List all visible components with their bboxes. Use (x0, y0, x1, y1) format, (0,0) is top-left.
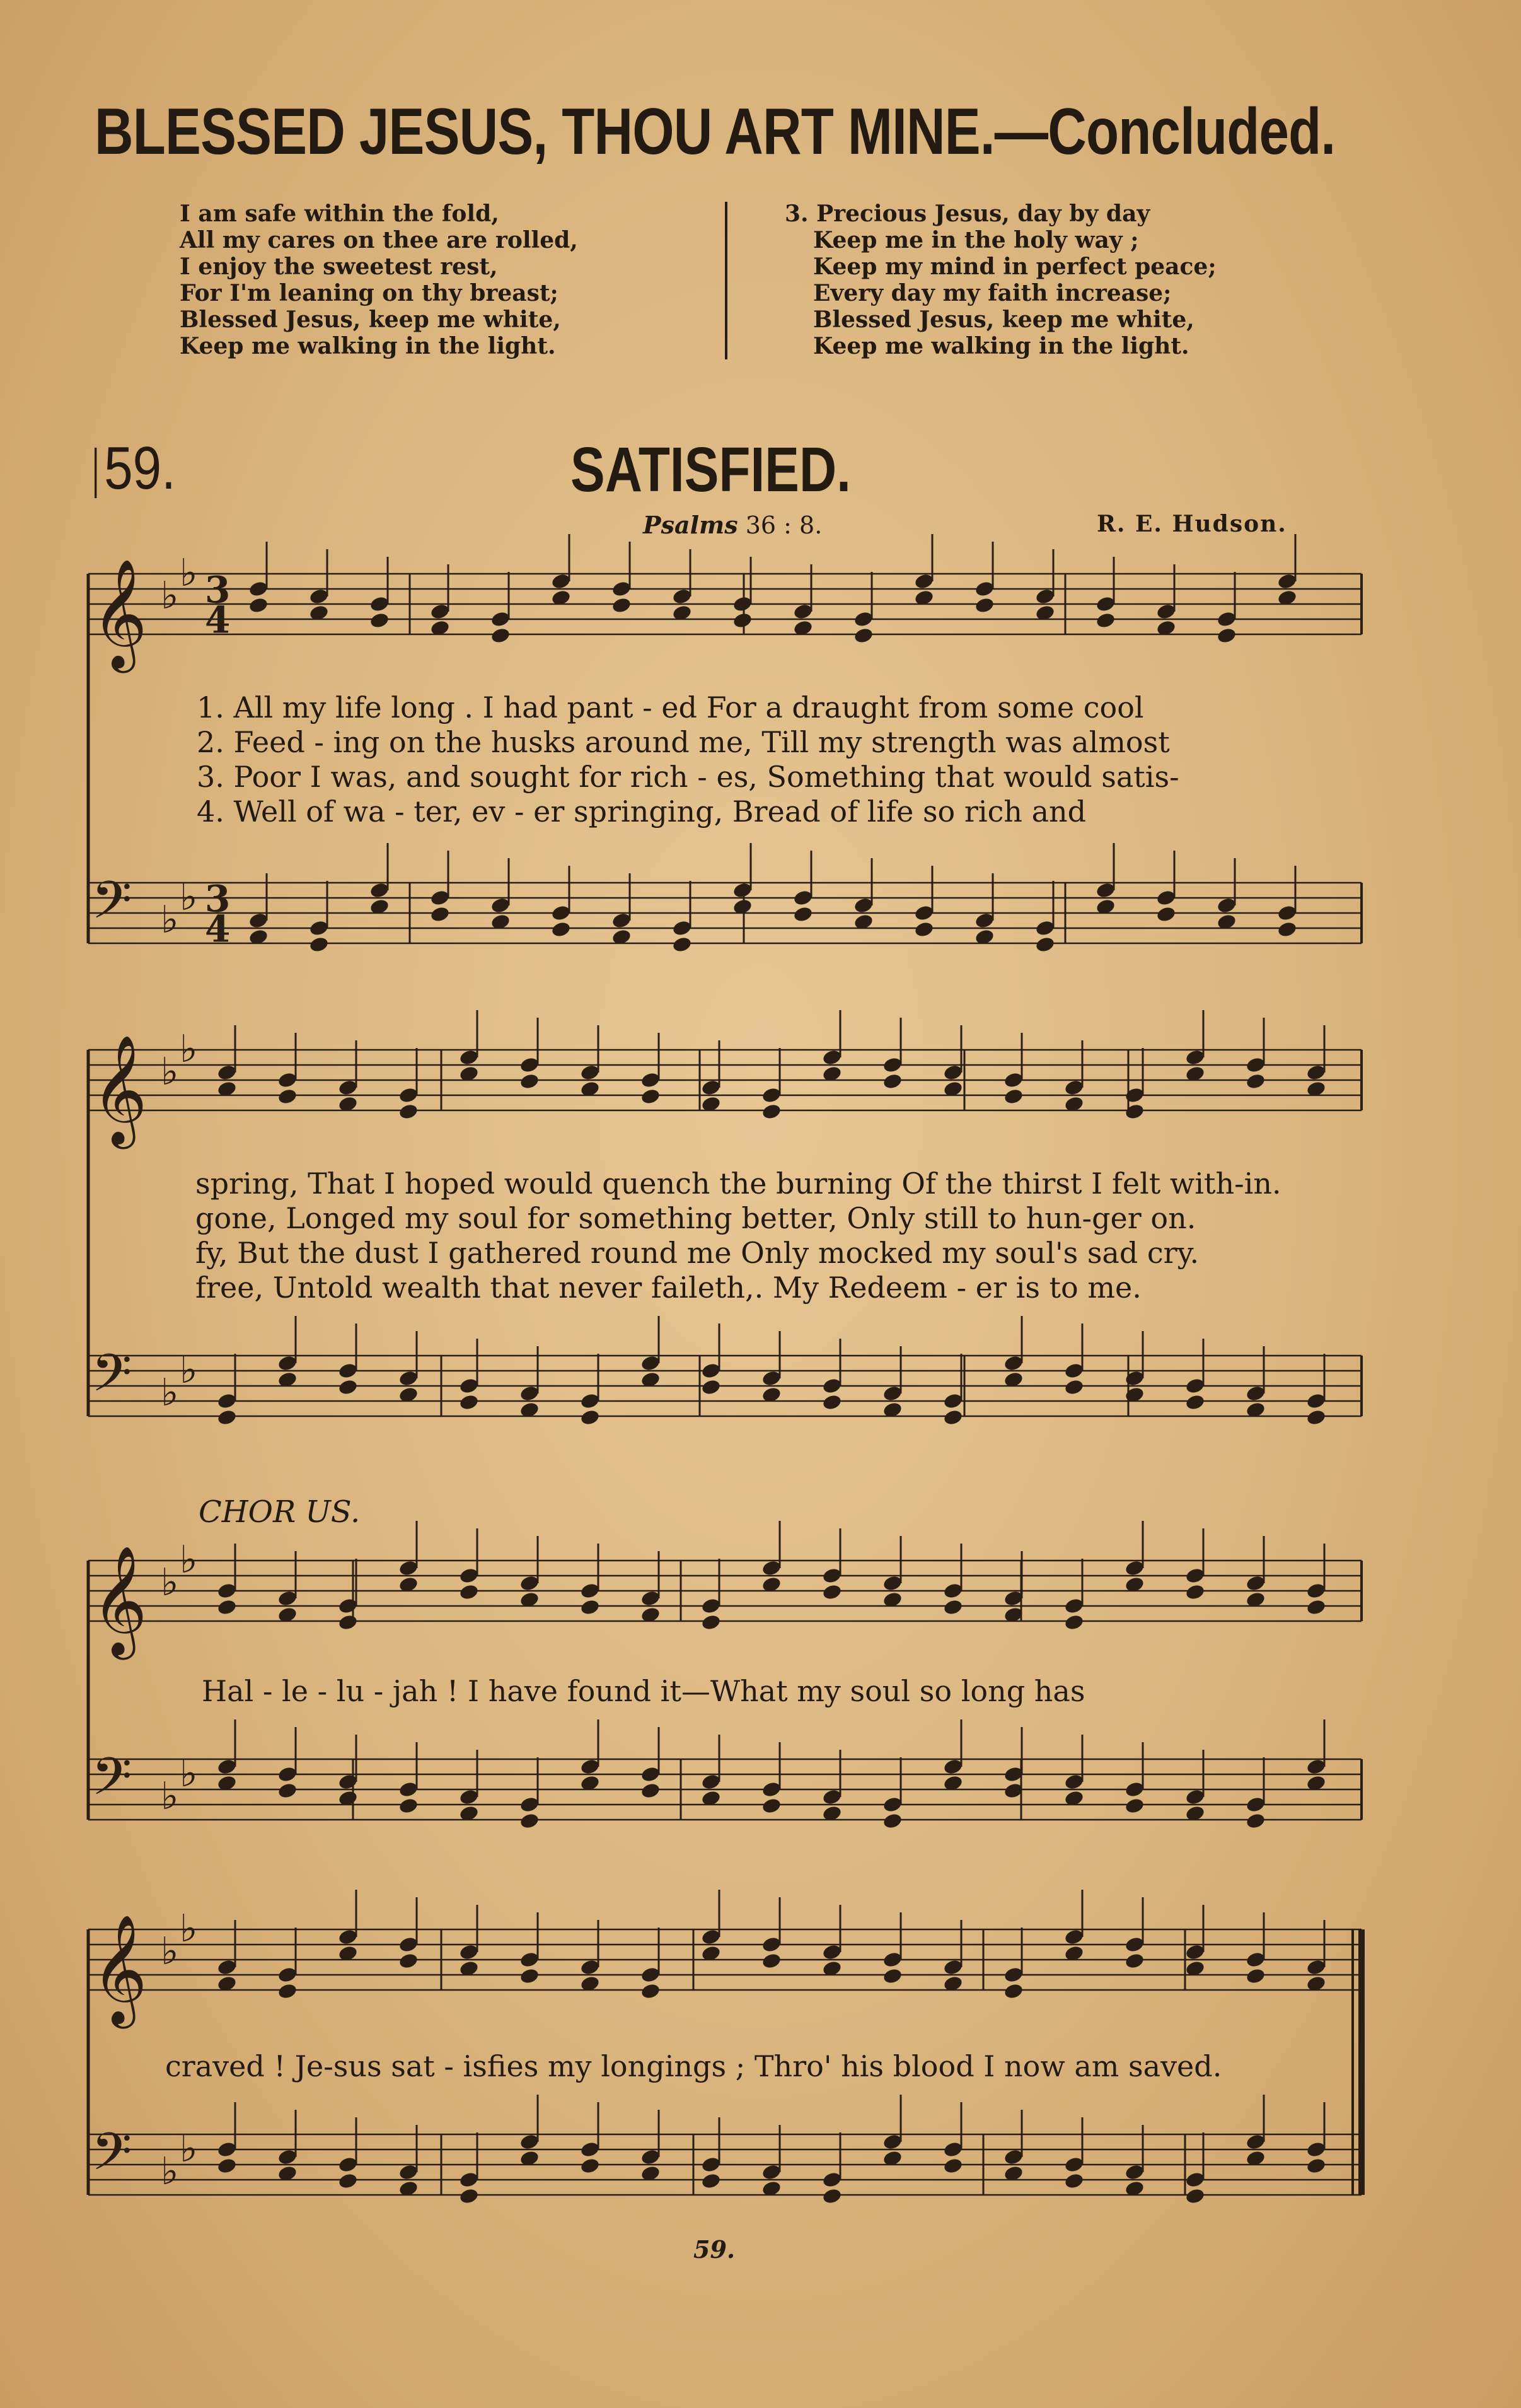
note-head (1124, 1797, 1145, 1815)
note-head (1305, 1598, 1326, 1616)
note-head (277, 1088, 298, 1105)
verse-line: I am safe within the fold, (180, 201, 499, 227)
note-head (761, 1797, 782, 1815)
note-head (640, 1088, 661, 1105)
chorus-lyric-line: craved ! Je-sus sat - isfies my longings ; Thro' his blood I now am saved. (165, 2049, 1222, 2083)
hymn-title: SATISFIED. (570, 434, 851, 505)
note-head (792, 905, 813, 923)
flat-sign: ♭ (161, 1929, 179, 1974)
note-head (611, 596, 632, 614)
note-head (1124, 1103, 1145, 1120)
note-head (1003, 1982, 1024, 2000)
chorus-label: CHOR US. (199, 1494, 361, 1530)
verse-line: Blessed Jesus, keep me white, (180, 306, 561, 333)
note-head (519, 1967, 540, 1985)
flat-sign: ♭ (161, 1371, 179, 1416)
flat-sign: ♭ (161, 574, 179, 619)
note-head (1305, 2157, 1326, 2175)
note-head (337, 2172, 358, 2190)
note-head (1063, 1614, 1084, 1631)
lyric-line: spring, That I hoped would quench the burning Of the thirst I felt with-in. (195, 1166, 1281, 1201)
flat-sign: ♭ (180, 1027, 198, 1072)
bass-clef: 𝄢 (91, 1746, 132, 1820)
verse-line: Keep me in the holy way ; (813, 227, 1139, 253)
note-head (1184, 1583, 1205, 1601)
lyric-line: free, Untold wealth that never faileth,. My Redeem - er is to me. (195, 1271, 1142, 1305)
hymn-number: 59. (95, 434, 176, 503)
note-head (519, 1812, 540, 1830)
note-head (337, 1378, 358, 1396)
note-head (732, 612, 753, 629)
lyric-line: 3. Poor I was, and sought for rich - es, Something that would satis- (197, 760, 1179, 794)
time-signature: 4 (205, 907, 231, 951)
note-head (458, 2187, 479, 2205)
verse-line: Blessed Jesus, keep me white, (813, 306, 1194, 333)
flat-sign: ♭ (180, 875, 198, 920)
treble-clef: 𝄞 (91, 559, 147, 668)
note-head (1034, 936, 1055, 953)
lyric-line: 2. Feed - ing on the husks around me, Till my strength was almost (197, 725, 1170, 759)
note-head (761, 1103, 782, 1120)
note-head (700, 2172, 721, 2190)
note-head (337, 1614, 358, 1631)
note-head (398, 1797, 419, 1815)
note-head (913, 921, 934, 938)
note-head (853, 627, 874, 644)
note-head (1245, 1073, 1266, 1090)
note-head (458, 1583, 479, 1601)
note-head (974, 596, 995, 614)
note-head (1095, 612, 1116, 629)
note-head (277, 1982, 298, 2000)
treble-clef: 𝄞 (91, 1035, 147, 1144)
page-title: BLESSED JESUS, THOU ART MINE.—Concluded. (95, 95, 1336, 168)
flat-sign: ♭ (180, 1538, 198, 1583)
note-head (821, 1583, 842, 1601)
note-head (761, 1952, 782, 1970)
bass-clef: 𝄢 (91, 2121, 132, 2195)
note-head (248, 596, 269, 614)
note-head (882, 1812, 903, 1830)
note-head (579, 1409, 600, 1426)
time-signature: 3 (205, 877, 231, 921)
flat-sign: ♭ (161, 898, 179, 943)
note-head (1184, 2187, 1205, 2205)
verse-line: Every day my faith increase; (813, 280, 1172, 306)
note-head (216, 1409, 237, 1426)
flat-sign: ♭ (161, 1050, 179, 1095)
flat-sign: ♭ (180, 2127, 198, 2172)
verse-line: I enjoy the sweetest rest, (180, 253, 498, 280)
verse-line: For I'm leaning on thy breast; (180, 280, 558, 306)
note-head (308, 936, 329, 953)
note-head (942, 1598, 963, 1616)
note-head (398, 1103, 419, 1120)
note-head (1124, 1952, 1145, 1970)
note-head (216, 1598, 237, 1616)
note-head (942, 2157, 963, 2175)
note-head (640, 1782, 661, 1800)
lyric-line: fy, But the dust I gathered round me Only mocked my soul's sad cry. (195, 1236, 1200, 1270)
note-head (579, 1598, 600, 1616)
composer: R. E. Hudson. (1097, 511, 1287, 537)
note-head (398, 1952, 419, 1970)
flat-sign: ♭ (180, 1752, 198, 1796)
note-head (700, 1614, 721, 1631)
verse-line: Keep me walking in the light. (813, 333, 1189, 359)
treble-clef: 𝄞 (91, 1545, 147, 1655)
note-head (1245, 1967, 1266, 1985)
note-head (550, 921, 571, 938)
note-head (490, 627, 511, 644)
scripture-verse: 36 : 8. (745, 511, 823, 539)
note-head (216, 2157, 237, 2175)
note-head (671, 936, 692, 953)
note-head (369, 612, 390, 629)
bass-clef: 𝄢 (91, 870, 132, 943)
scripture-book: Psalms (643, 511, 738, 539)
note-head (429, 905, 450, 923)
time-signature: 4 (205, 598, 231, 642)
note-head (277, 1782, 298, 1800)
bass-clef: 𝄢 (91, 1342, 132, 1416)
note-head (458, 1393, 479, 1411)
lyric-line: 4. Well of wa - ter, ev - er springing, Bread of life so rich and (197, 794, 1087, 829)
note-head (1216, 627, 1237, 644)
note-head (942, 1409, 963, 1426)
note-head (1276, 921, 1297, 938)
lyric-line: gone, Longed my soul for something better, Only still to hun-ger on. (195, 1201, 1196, 1235)
note-head (1245, 1812, 1266, 1830)
verse-line: Keep me walking in the light. (180, 333, 556, 359)
note-head (1063, 2172, 1084, 2190)
note-head (821, 2187, 842, 2205)
note-head (640, 1982, 661, 2000)
flat-sign: ♭ (161, 1774, 179, 1819)
note-head (579, 2157, 600, 2175)
note-head (700, 1378, 721, 1396)
verse-line: Keep my mind in perfect peace; (813, 253, 1217, 280)
verse-line: All my cares on thee are rolled, (180, 227, 578, 253)
flat-sign: ♭ (180, 1907, 198, 1951)
flat-sign: ♭ (161, 1561, 179, 1605)
verse-line: 3. Precious Jesus, day by day (785, 201, 1150, 227)
note-head (519, 1073, 540, 1090)
note-head (882, 1073, 903, 1090)
flat-sign: ♭ (161, 2149, 179, 2194)
flat-sign: ♭ (180, 551, 198, 596)
note-head (1184, 1393, 1205, 1411)
note-head (882, 1967, 903, 1985)
page-number: 59. (693, 2235, 736, 2264)
flat-sign: ♭ (180, 1348, 198, 1393)
note-head (1305, 1409, 1326, 1426)
note-head (1003, 1088, 1024, 1105)
note-head (1063, 1378, 1084, 1396)
note-head (821, 1393, 842, 1411)
treble-clef: 𝄞 (91, 1914, 147, 2024)
note-head (1155, 905, 1176, 923)
time-signature: 3 (205, 568, 231, 612)
chorus-lyric-line: Hal - le - lu - jah ! I have found it—What my soul so long has (202, 1674, 1085, 1708)
lyric-line: 1. All my life long . I had pant - ed For a draught from some cool (197, 690, 1144, 724)
